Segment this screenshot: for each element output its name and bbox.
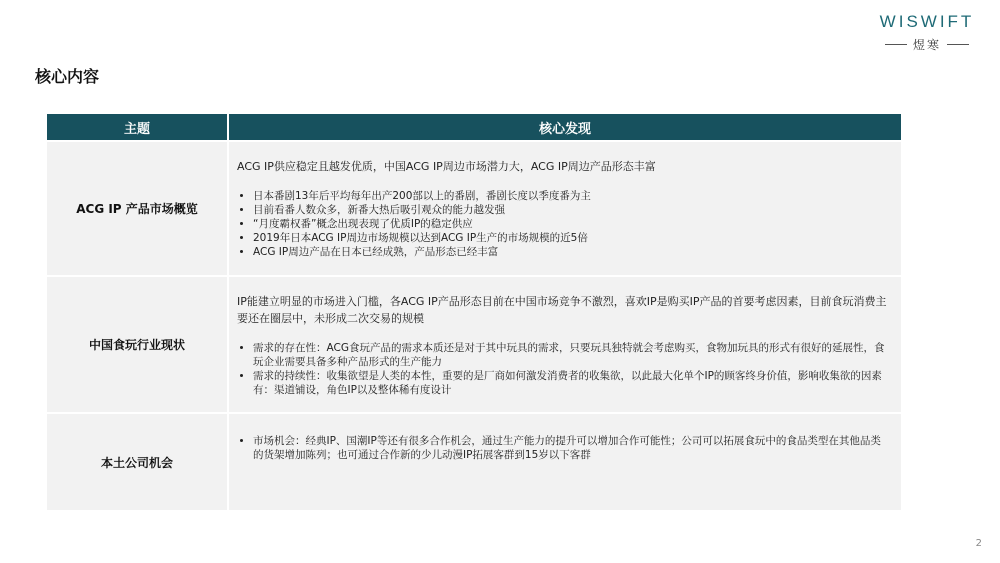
logo-divider-right (947, 44, 969, 45)
bullet-item: • 日本番剧13年后平均每年出产200部以上的番剧，番剧长度以季度番为主 (253, 189, 891, 203)
bullet-list (237, 189, 891, 259)
table-row (47, 140, 901, 275)
row-topic: 中国食玩行业现状 (47, 277, 229, 412)
row-summary: IP能建立明显的市场进入门槛，各ACG IP产品形态目前在中国市场竞争不激烈，喜欢IP是购买IP产品的首要考虑因素，目前食玩消费主要还在圈层中，未形成二次交易的规模 (237, 295, 887, 325)
logo-subtitle (872, 36, 982, 53)
table-row (47, 275, 901, 412)
row-summary: ACG IP供应稳定且越发优质，中国ACG IP周边市场潜力大，ACG IP周边产品形态丰富 (237, 160, 656, 173)
header-topic: 主题 (47, 114, 229, 140)
findings-table (47, 114, 901, 510)
header-findings: 核心发现 (538, 121, 591, 137)
bullet-item: • 市场机会：经典IP、国潮IP等还有很多合作机会，通过生产能力的提升可以增加合作可能性；公司可以拓展食玩中的食品类型在其他品类的货架增加陈列；也可通过合作新的少儿动漫IP拓展客群到15岁以下客群 (253, 434, 891, 462)
page-number: 2 (975, 538, 982, 549)
row-topic: 本土公司机会 (47, 414, 229, 510)
bullet-item: • 目前看番人数众多，新番大热后吸引观众的能力越发强 (253, 203, 891, 217)
brand-logo (872, 12, 982, 53)
logo-chinese-name: 煜寒 (912, 38, 941, 52)
logo-wordmark: WISWIFT (879, 12, 975, 31)
row-content (229, 414, 901, 510)
row-content (229, 277, 901, 412)
bullet-list (237, 341, 891, 397)
bullet-item: • “月度霸权番”概念出现表现了优质IP的稳定供应 (253, 217, 891, 231)
bullet-list (237, 434, 891, 462)
bullet-item: • 需求的存在性：ACG食玩产品的需求本质还是对于其中玩具的需求，只要玩具独特就会考虑购买，食物加玩具的形式有很好的延展性，食玩企业需要具备多种产品形式的生产能力 (253, 341, 891, 369)
bullet-item: • 2019年日本ACG IP周边市场规模以达到ACG IP生产的市场规模的近5倍 (253, 231, 891, 245)
logo-divider-left (885, 44, 907, 45)
page-title: 核心内容 (35, 67, 100, 86)
table-row (47, 412, 901, 510)
bullet-item: • ACG IP周边产品在日本已经成熟，产品形态已经丰富 (253, 245, 891, 259)
bullet-item: • 需求的持续性：收集欲望是人类的本性，重要的是厂商如何激发消费者的收集欲，以此最大化单个IP的顾客终身价值，影响收集欲的因素有：渠道铺设，角色IP以及整体稀有度设计 (253, 369, 891, 397)
table-header (47, 114, 901, 140)
row-topic: ACG IP 产品市场概览 (47, 142, 229, 275)
row-content (229, 142, 901, 275)
